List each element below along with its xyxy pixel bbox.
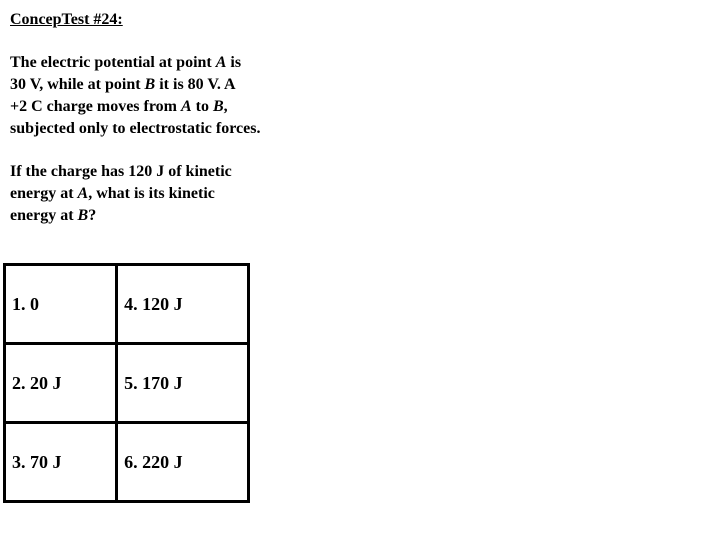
variable-text: A — [77, 185, 89, 202]
question-setup — [10, 52, 260, 140]
variable-text: A — [215, 54, 227, 71]
question-setup-line — [10, 52, 260, 74]
question-text: The electric potential at point — [10, 54, 216, 71]
question-prompt-line — [10, 183, 232, 205]
question-text: is — [226, 54, 242, 71]
page-title: ConcepTest #24: — [10, 11, 123, 28]
answer-choice-3[interactable]: 3. 70 J — [5, 423, 117, 502]
question-setup-line — [10, 74, 260, 96]
answer-choices-table — [3, 263, 250, 503]
question-text: , — [223, 98, 228, 115]
question-text: to — [191, 98, 213, 115]
question-text: energy at — [10, 185, 78, 202]
question-text: If the charge has 120 J of kinetic — [10, 163, 232, 180]
answer-choice-4[interactable]: 4. 120 J — [117, 265, 249, 344]
question-text: subjected only to electrostatic forces. — [10, 120, 261, 137]
variable-text: B — [213, 98, 224, 115]
table-row — [5, 265, 249, 344]
question-setup-line — [10, 118, 260, 140]
question-prompt-line — [10, 205, 232, 227]
question-prompt-line — [10, 161, 232, 183]
question-text: it is 80 V. A — [155, 76, 236, 93]
question-prompt — [10, 161, 232, 227]
question-text: energy at — [10, 207, 78, 224]
question-text: , what is its kinetic — [88, 185, 215, 202]
answer-choice-5[interactable]: 5. 170 J — [117, 344, 249, 423]
variable-text: B — [144, 76, 156, 93]
table-row — [5, 423, 249, 502]
variable-text: B — [77, 207, 89, 224]
table-row — [5, 344, 249, 423]
question-setup-line — [10, 96, 260, 118]
answer-choice-1[interactable]: 1. 0 — [5, 265, 117, 344]
question-text: +2 C charge moves from — [10, 98, 181, 115]
variable-text: A — [181, 98, 192, 115]
question-text: 30 V, while at point — [10, 76, 145, 93]
answer-choice-6[interactable]: 6. 220 J — [117, 423, 249, 502]
answer-choice-2[interactable]: 2. 20 J — [5, 344, 117, 423]
question-text: ? — [88, 207, 97, 224]
